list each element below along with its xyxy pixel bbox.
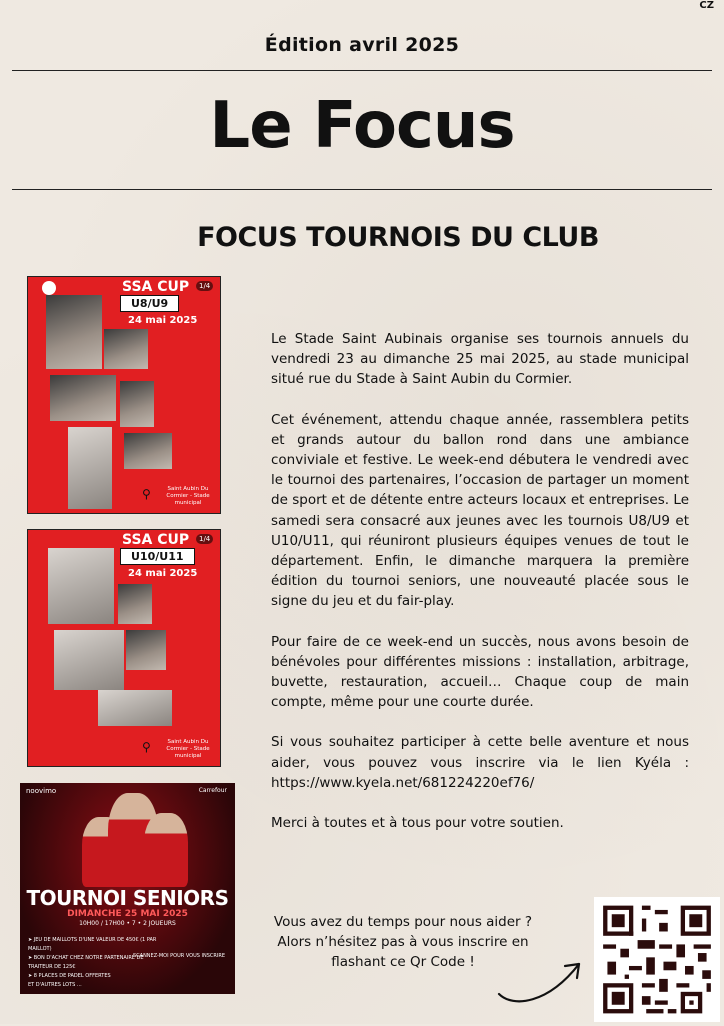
list-item: ➤ BON D'ACHAT CHEZ NOTRE PARTENAIRE DE TRAITEUR DE 125€: [28, 955, 144, 970]
poster-headline: TOURNOI SENIORS: [26, 886, 229, 910]
player-photo: [126, 630, 166, 670]
player-photo: [118, 584, 152, 624]
page-title: Le Focus: [209, 89, 515, 163]
list-item: ET D'AUTRES LOTS ...: [28, 982, 82, 988]
player-photo: [54, 630, 124, 690]
edition-label: Édition avril 2025: [264, 34, 460, 56]
cup-title: SSA CUP: [122, 532, 190, 548]
card-location: Saint Aubin Du Cormier - Stade municipal: [166, 739, 210, 759]
curved-arrow-icon: [493, 956, 585, 1008]
title-divider: [12, 189, 712, 190]
location-pin-icon: ⚲: [142, 487, 151, 501]
card-date: 24 mai 2025: [128, 568, 198, 579]
card-location: Saint Aubin Du Cormier - Stade municipal: [166, 486, 210, 506]
poster-date: DIMANCHE 25 MAI 2025: [67, 909, 188, 919]
paragraph: Cet événement, attendu chaque année, rassemblera petits et grands autour du ballon rond dans une ambiance conviviale et festive. Le week-end débutera le vendredi avec le tournoi des partenaires, l’occasion de partager un moment de sport et de détente entre acteurs locaux et entreprises. Le samedi sera consacré aux jeunes avec les tournois U8/U9 et U10/U11, qui réuniront plusieurs équipes venues de tout le département. Enfin, le dimanche marquera la première édition du tournoi seniors, une nouveauté placée sous le signe du jeu et du fair-play.: [271, 411, 689, 610]
qr-code-icon: [594, 897, 720, 1022]
article-body: [271, 329, 689, 853]
player-photo: [50, 375, 116, 421]
card-date: 24 mai 2025: [128, 315, 198, 326]
poster-prize-list: [28, 936, 168, 990]
top-divider: [12, 70, 712, 71]
cup-title: SSA CUP: [122, 279, 190, 295]
list-item: ➤ 8 PLACES DE PADEL OFFERTES: [28, 973, 111, 979]
player-photo: [120, 381, 154, 427]
section-title: FOCUS TOURNOIS DU CLUB: [197, 222, 599, 253]
corner-initials: CZ: [699, 0, 714, 11]
player-photo: [46, 295, 102, 369]
location-pin-icon: ⚲: [142, 740, 151, 754]
paragraph: Merci à toutes et à tous pour votre soutien.: [271, 815, 564, 832]
sponsor-logo: noovimo: [26, 787, 57, 795]
page-indicator: 1/4: [196, 281, 213, 291]
player-photo: [48, 548, 114, 624]
player-photo: [124, 433, 172, 469]
paragraph: Pour faire de ce week-end un succès, nous avons besoin de bénévoles pour différentes missions : installation, arbitrage, buvette, restauration, accueil… Chaque coup de main compte, même pour une courte durée.: [271, 633, 689, 711]
paragraph: Le Stade Saint Aubinais organise ses tournois annuels du vendredi 23 au dimanche 25 mai 2025, au stade municipal situé rue du Stade à Saint Aubin du Cormier.: [271, 331, 689, 388]
poster-register-text: SCANNEZ-MOI POUR VOUS INSCRIRE: [132, 953, 225, 959]
qr-code-image[interactable]: [594, 897, 720, 1022]
player-photo: [68, 427, 112, 509]
player-photo: [98, 690, 172, 726]
qr-call-to-action: Vous avez du temps pour nous aider ? Alors n’hésitez pas à vous inscrire en flashant ce Qr Code !: [273, 914, 533, 970]
player-figure: [144, 813, 188, 887]
list-item: ➤ JEU DE MAILLOTS D'UNE VALEUR DE 450€ (1 PAR MAILLOT): [28, 937, 157, 952]
ssa-cup-u8-card: [27, 276, 221, 514]
player-photo: [104, 329, 148, 369]
ssa-cup-u10-card: [27, 529, 221, 767]
club-logo-icon: [42, 281, 56, 295]
paragraph: Si vous souhaitez participer à cette belle aventure et nous aider, vous pouvez vous inscrire via le lien Kyéla : https://www.kyela.net/681224220ef76/: [271, 734, 689, 791]
partner-logo: Carrefour: [198, 787, 227, 794]
category-badge: U10/U11: [120, 548, 195, 565]
page-indicator: 1/4: [196, 534, 213, 544]
category-badge: U8/U9: [120, 295, 179, 312]
tournoi-seniors-poster: [20, 783, 235, 994]
poster-info: 10H00 / 17H00 • 7 • 2 JOUEURS: [79, 920, 176, 927]
